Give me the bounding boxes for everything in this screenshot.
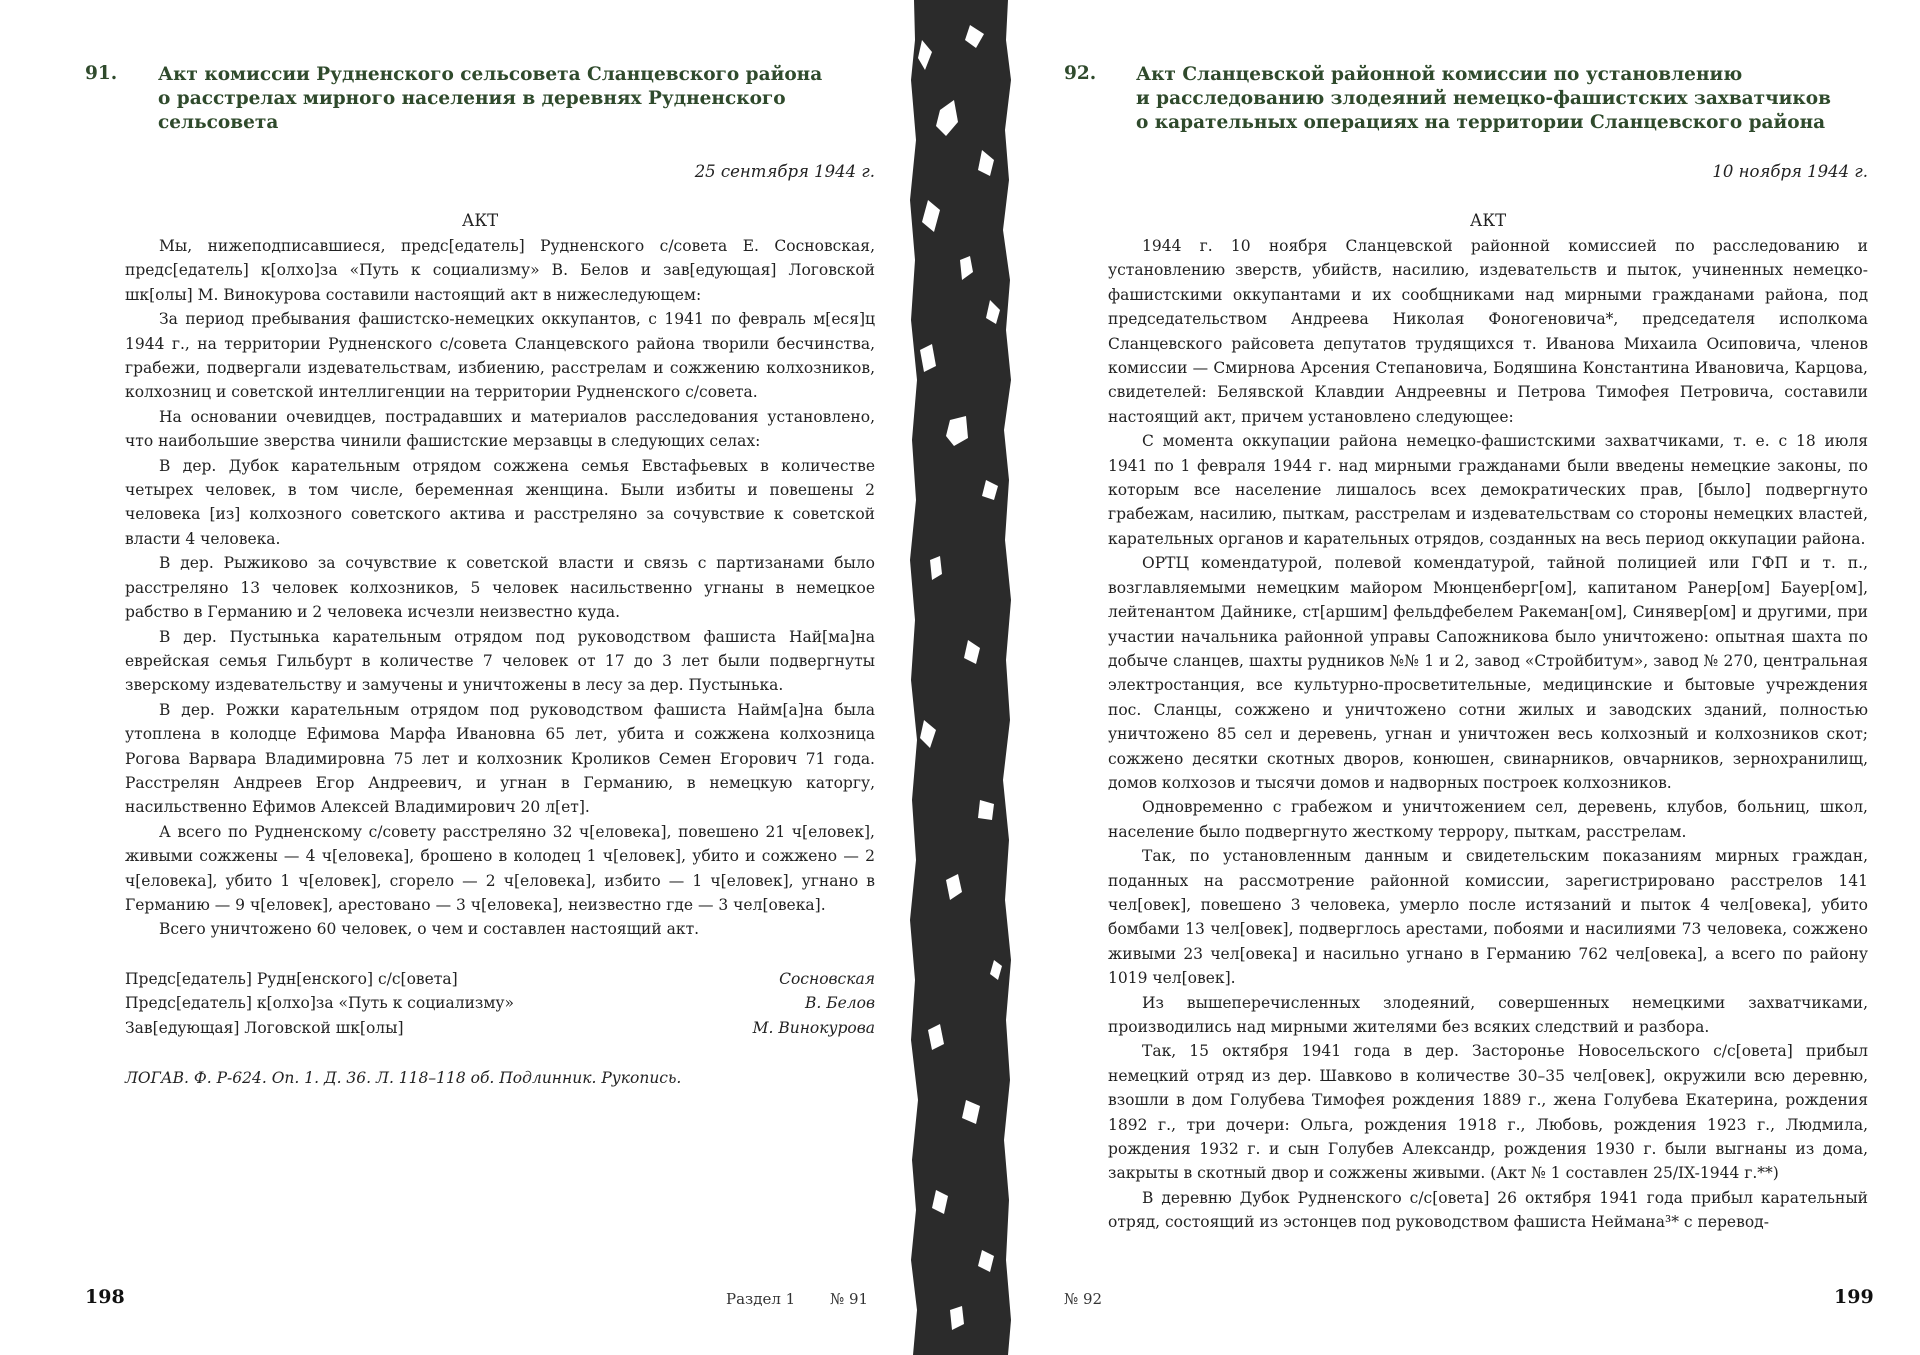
title-line: о расстрелах мирного населения в деревнях Рудненского [158,88,786,109]
right-page [1012,0,1920,1355]
paragraph: Из вышеперечисленных злодеяний, совершенных немецкими захватчиками, производились над мирными жителями без всяких следствий и разбора. [1108,993,1868,1036]
signature-name: В. Белов [804,994,875,1013]
paragraph: В дер. Рыжиково за сочувствие к советской власти и связь с партизанами было расстреляно 13 человек колхозников, 5 человек насильственно угнаны в немецкое рабство в Германию и 2 человека исчезли неизвестно куда. [125,554,875,622]
akt-heading: АКТ [1469,211,1507,230]
paragraph: Мы, нижеподписавшиеся, предс[едатель] Рудненского с/совета Е. Сосновская, предс[едатель] к[олхо]за «Путь к социализму» В. Белов и зав[едующая] Логовской шк[олы] М. Винокурова составили настоящий акт в нижеследующем: [125,237,875,304]
paragraph: В дер. Пустынька карательным отрядом под руководством фашиста Най[ма]на еврейская семья Гильбурт в количестве 7 человек от 17 до 3 лет были подвергнуты зверскому издевательству и замучены и уничтожены в лесу за дер. Пустынька. [125,627,875,695]
document-date: 25 сентября 1944 г. [694,162,875,181]
document-body [1108,234,1868,1235]
signature-name: М. Винокурова [752,1018,875,1037]
paragraph: 1944 г. 10 ноября Сланцевской районной комиссией по расследованию и установлению зверств, убийств, насилию, издевательств и пыток, учиненных немецко-фашистскими оккупантами и их сообщниками над мирными гражданами района, под председательством Андреева Николая Фоногеновича*, председателя исполкома Сланцевского райсовета депутатов трудящихся т. Иванова Михаила Осиповича, членов комиссии — Смирнова Арсения Степановича, Бодяшина Константина Ивановича, Карцова, свидетелей: Белявской Клавдии Андреевны и Петрова Тимофея Петровича, составили настоящий акт, причем установлено следующее: [1108,237,1868,426]
left-page [0,0,910,1355]
signature-row [125,991,875,1015]
signature-role: Зав[едующая] Логовской шк[олы] [125,1018,404,1037]
signature-role: Предс[едатель] Рудн[енского] с/с[овета] [125,970,458,988]
document-number: 92. [1064,63,1097,84]
paragraph: Всего уничтожено 60 человек, о чем и составлен настоящий акт. [159,920,700,939]
signatures [125,967,875,1040]
paragraph: В дер. Рожки карательным отрядом под руководством фашиста Найм[а]на была утоплена в колодце Ефимова Марфа Ивановна 65 лет, убита и сожжена колхозница Рогова Варвара Владимировна 75 лет и колхозник Кроликов Семен Егорович 71 года. Расстрелян Андреев Егор Андреевич, и угнан в Германию, в немецкую каторгу, насильственно Ефимов Алексей Владимирович 20 л[ет]. [125,700,875,817]
paragraph: Так, 15 октября 1941 года в дер. Засторонье Новосельского с/с[овета] прибыл немецкий отряд из дер. Шавково в количестве 30–35 чел[овек], окружили всю деревню, взошли в дом Голубева Тимофея рождения 1889 г., жена Голубева Екатерина, рождения 1892 г., три дочери: Ольга, рождения 1918 г., Любовь, рождения 1923 г., Людмила, рождения 1932 г. и сын Голубев Александр, рождения 1930 г. были выгнаны из дома, закрыты в скотный двор и сожжены живыми. (Акт № 1 составлен 25/IX-1944 г.**) [1108,1042,1868,1183]
paragraph: В дер. Дубок карательным отрядом сожжена семья Евстафьевых в количестве четырех человек, в том числе, беременная женщина. Были избиты и повешены 2 человека [из] колхозного советского актива и расстреляно за сочувствие к советской власти 4 человека. [125,456,875,548]
document-body [125,234,875,942]
document-title [158,63,878,135]
paragraph: За период пребывания фашистско-немецких оккупантов, с 1941 по февраль м[еся]ц 1944 г., на территории Рудненского с/совета Сланцевского района творили бесчинства, грабежи, подвергали издевательствам, избиению, расстрелам и сожжению колхозников, колхозниц и советской интеллигенции на территории Рудненского с/совета. [125,310,875,402]
akt-heading: АКТ [461,211,499,230]
page-number: 199 [1834,1286,1874,1308]
paragraph: Так, по установленным данным и свидетельским показаниям мирных граждан, поданных на рассмотрение районной комиссии, зарегистрировано расстрелов 141 чел[овек], повешено 3 человека, умерло после истязаний и пыток 4 чел[овека], убито бомбами 13 чел[овек], подверглось арестами, побоями и насилиями 73 человека, сожжено живыми 23 чел[овека] и насильно угнано в Германию 762 чел[овека], а всего по району 1019 чел[овек]. [1108,847,1868,988]
archive-source: ЛОГАВ. Ф. Р-624. Оп. 1. Д. 36. Л. 118–118 об. Подлинник. Рукопись. [125,1069,682,1087]
title-line: Акт комиссии Рудненского сельсовета Сланцевского района [158,64,823,85]
paragraph: На основании очевидцев, пострадавших и материалов расследования установлено, что наибольшие зверства чинили фашистские мерзавцы в следующих селах: [125,407,875,451]
footer-doc-number: № 92 [1064,1290,1103,1308]
signature-name: Сосновская [779,970,875,988]
decorative-torn-band [910,0,1012,1355]
document-title [1136,63,1896,135]
footer-doc-number: № 91 [830,1290,869,1308]
paragraph: А всего по Рудненскому с/совету расстреляно 32 ч[еловека], повешено 21 ч[еловек], живыми сожжены — 4 ч[еловека], брошено в колодец 1 ч[еловек], убито и сожжено — 2 ч[еловека], убито 1 ч[еловек], сгорело — 2 ч[еловека], избито — 1 ч[еловек], угнано в Германию — 9 ч[еловек], арестовано — 3 ч[еловека], неизвестно где — 3 чел[овека]. [125,822,875,914]
document-date: 10 ноября 1944 г. [1712,162,1868,181]
document-number: 91. [85,63,118,84]
signature-role: Предс[едатель] к[олхо]за «Путь к социализму» [125,994,515,1013]
title-line: и расследованию злодеяний немецко-фашистских захватчиков [1136,88,1831,109]
paragraph: С момента оккупации района немецко-фашистскими захватчиками, т. е. с 18 июля 1941 по 1 февраля 1944 г. над мирными гражданами были введены немецкие законы, по которым все население лишалось всех демократических прав, [было] подвергнуто грабежам, насилию, пыткам, расстрелам и издевательствам со стороны немецких властей, карательных органов и карательных отрядов, созданных на весь период оккупации района. [1108,432,1868,548]
title-line: Акт Сланцевской районной комиссии по установлению [1136,64,1743,85]
paragraph: ОРТЦ комендатурой, полевой комендатурой, тайной полицией или ГФП и т. п., возглавляемыми немецким майором Мюнценберг[ом], капитаном Ранер[ом] Бауер[ом], лейтенантом Дайнике, ст[аршим] фельдфебелем Ракеман[ом], Синявер[ом] и другими, при участии начальника районной управы Сапожникова было уничтожено: опытная шахта по добыче сланцев, шахты рудников №№ 1 и 2, завод «Стройбитум», завод № 270, центральная электростанция, все культурно-просветительные, медицинские и бытовые учреждения пос. Сланцы, сожжено и уничтожено сотни жилых и заводских зданий, полностью уничтожено 85 сел и деревень, угнан и уничтожен весь колхозный и колхозников скот; сожжено десятки скотных дворов, конюшен, свинарников, овчарников, зернохранилищ, домов колхозов и тысячи домов и надворных построек колхозников. [1108,554,1868,792]
footer-section: Раздел 1 [726,1290,796,1308]
signature-row [125,1016,875,1040]
signature-row [125,967,875,991]
title-line: сельсовета [158,112,279,133]
paragraph: Одновременно с грабежом и уничтожением сел, деревень, клубов, больниц, школ, население было подвергнуто жесткому террору, пыткам, расстрелам. [1108,798,1868,841]
title-line: о карательных операциях на территории Сланцевского района [1136,112,1826,133]
page-number: 198 [85,1286,125,1308]
paragraph: В деревню Дубок Рудненского с/с[овета] 26 октября 1941 года прибыл карательный отряд, состоящий из эстонцев под руководством фашиста Неймана³* с перевод- [1108,1188,1868,1232]
